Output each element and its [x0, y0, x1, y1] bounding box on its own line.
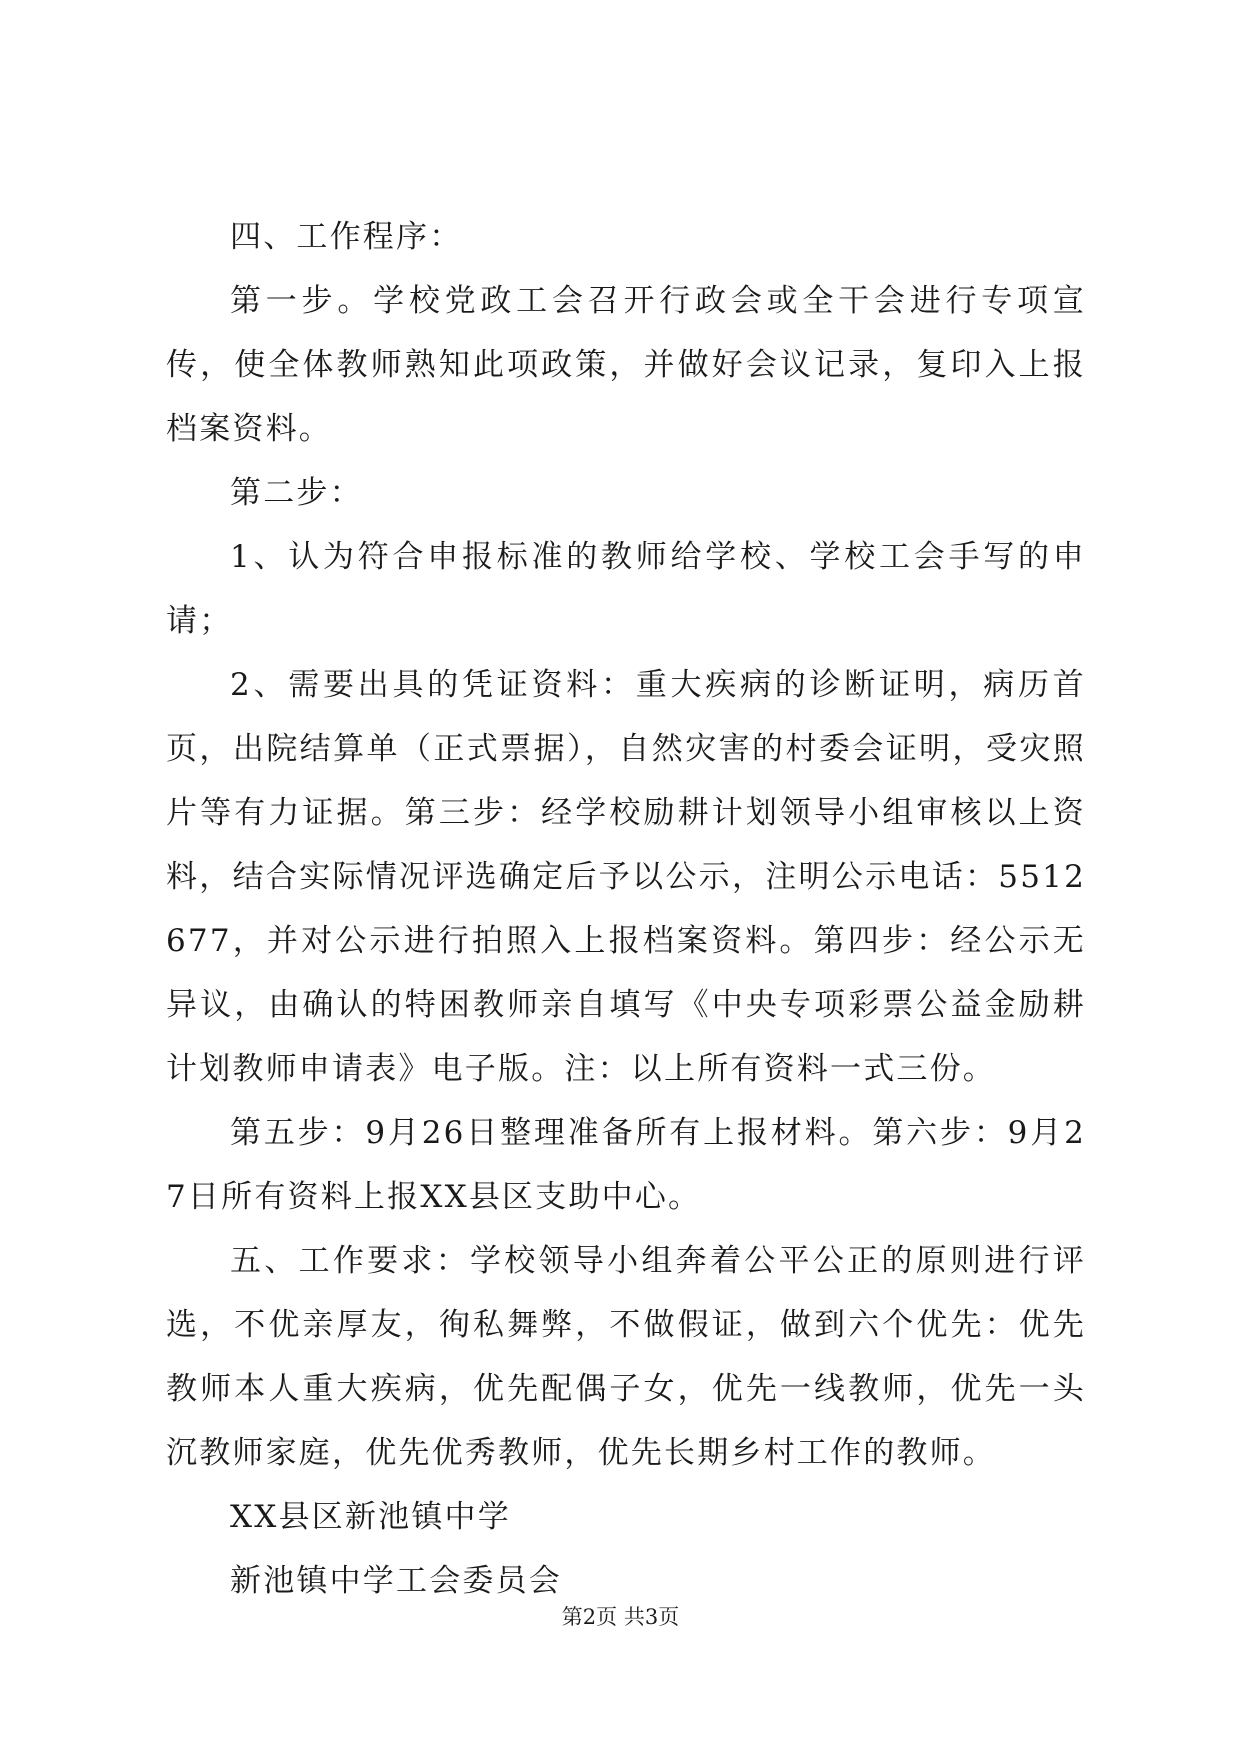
step-two-item-2: 2、需要出具的凭证资料：重大疾病的诊断证明，病历首页，出院结算单（正式票据），自然灾害的村委会证明，受灾照片等有力证据。第三步：经学校励耕计划领导小组审核以上资料，结合实际情况评选确定后予以公示，注明公示电话：5512677，并对公示进行拍照入上报档案资料。第四步：经公示无异议，由确认的特困教师亲自填写《中央专项彩票公益金励耕计划教师申请表》电子版。注：以上所有资料一式三份。 [166, 667, 1086, 1087]
document-body [166, 205, 1086, 1613]
signature-school: XX县区新池镇中学 [230, 1499, 511, 1535]
section-heading-procedure: 四、工作程序： [230, 219, 463, 255]
signature-union: 新池镇中学工会委员会 [230, 1563, 562, 1599]
work-requirements-paragraph: 五、工作要求：学校领导小组奔着公平公正的原则进行评选，不优亲厚友，徇私舞弊，不做假证，做到六个优先：优先教师本人重大疾病，优先配偶子女，优先一线教师，优先一头沉教师家庭，优先优秀教师，优先长期乡村工作的教师。 [166, 1243, 1086, 1471]
step-two-item-1: 1、认为符合申报标准的教师给学校、学校工会手写的申请； [166, 539, 1086, 639]
page-number-footer: 第2页 共3页 [561, 1605, 680, 1629]
step-one-paragraph: 第一步。学校党政工会召开行政会或全干会进行专项宣传，使全体教师熟知此项政策，并做好会议记录，复印入上报档案资料。 [166, 283, 1086, 447]
step-two-heading: 第二步： [230, 475, 363, 511]
step-five-six-paragraph: 第五步：9月26日整理准备所有上报材料。第六步：9月27日所有资料上报XX县区支助中心。 [166, 1115, 1086, 1215]
